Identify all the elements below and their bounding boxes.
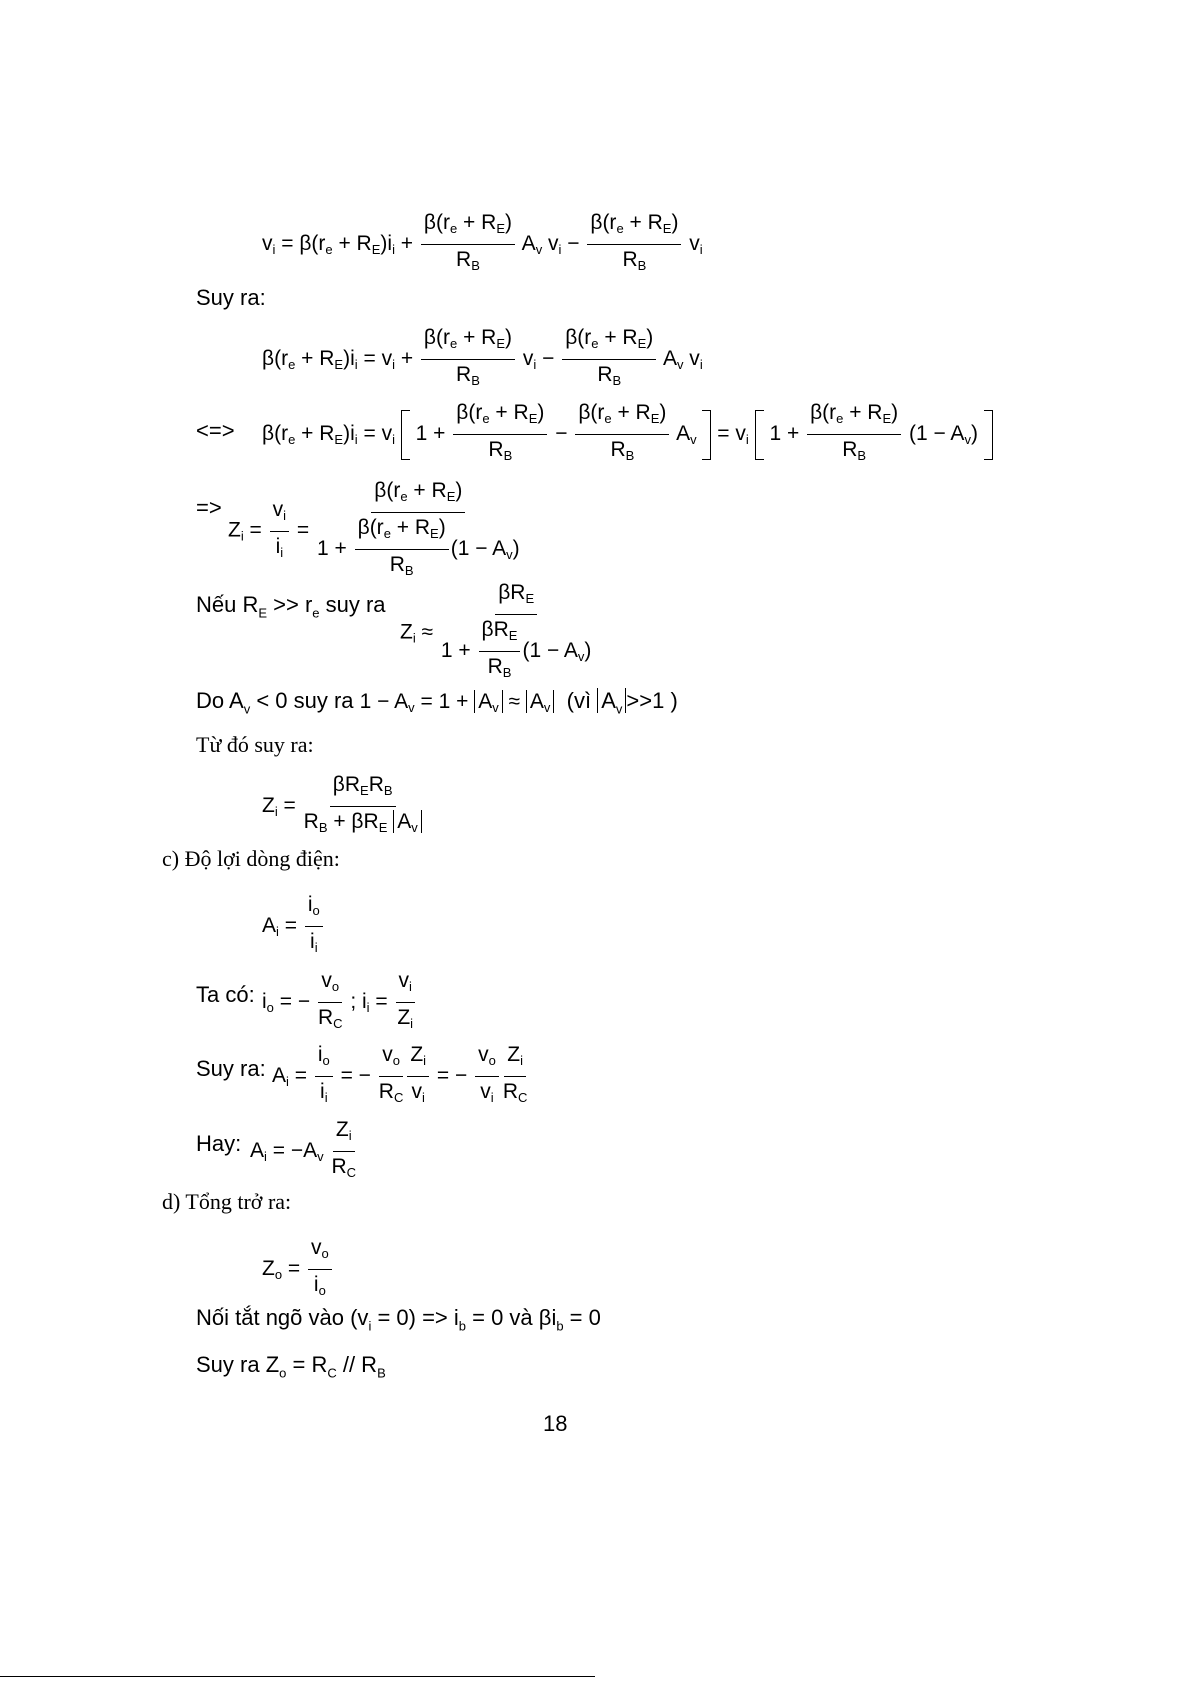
page-number: 18 (543, 1411, 568, 1436)
short-circuit-note: Nối tắt ngõ vào $(v_i = 0) => i_b = 0$ và $\beta i_b = 0$ (196, 1305, 601, 1334)
equation-rearranged: $\beta(r_e + R_E)i_i = v_i$ + $\frac{\beta(r_e + R_E)}{R_B}$ $v_i$ − $\frac{\beta(r_e + R_E)}{R_B}$ $A_v$ $v_i$ (262, 326, 703, 388)
section-c-heading: c) Độ lợi dòng điện: (162, 846, 340, 871)
zo-result: Suy ra $Z_o = R_C // R_B$ (196, 1352, 386, 1381)
suy-ra-label-ai: Suy ra: (196, 1056, 266, 1081)
hay-label: Hay: (196, 1131, 242, 1156)
tu-do-label: Từ đó suy ra: (196, 732, 314, 757)
equation-zi-final: $Z_i$ = $\frac{\beta R_ER_B}{R_B + \beta R_E A_v}$ (262, 772, 424, 841)
implies-symbol: => (196, 495, 222, 520)
equation-zi-full: $Z_i$ = $\frac{v_i}{i_i}$ = $\beta(r_e + R_E)$ 1 + $\frac{\beta(r_e + R_E)}{R_B}$ $(1 - A_v)$ (228, 479, 520, 578)
equation-zo-def: $Z_o$ = $\frac{v_o}{i_o}$ (262, 1235, 334, 1304)
equation-vi-expansion: $v_i = \beta(r_e + R_E)i_i$ + $\frac{\beta(r_e + R_E)}{R_B}$ $A_v$ $v_i$ − $\frac{\beta(r_e + R_E)}{R_B}$ $v_i$ (262, 211, 703, 273)
equation-ai-derivation: $A_i$ = $\frac{i_o}{i_i}$ = − $\frac{v_o}{R_C}$ $\frac{Z_i}{v_i}$ = − $\frac{v_o}{v_i}$ $\frac{Z_i}{R_C}$ (272, 1043, 528, 1105)
footer-rule (0, 1676, 595, 1677)
equation-ai-final: $A_i = -A_v$ $\frac{Z_i}{R_C}$ (250, 1118, 357, 1180)
iff-symbol: <=> (196, 418, 235, 443)
equation-factored: $\beta(r_e + R_E)i_i = v_i$ 1 + $\frac{\beta(r_e + R_E)}{R_B}$ − $\frac{\beta(r_e + R_E)}{R_B}$ $A_v = v_i$ 1 + $\frac{\beta(r_e + R_E)}{R_B}$ $(1 - A_v)$ (262, 400, 993, 469)
av-negative-note: Do $A_v < 0$ suy ra $1 - A_v = 1 + A_v \approx A_v$ (vì $A_v >>1$ ) (196, 688, 678, 717)
equation-zi-approx: $Z_i$ ≈ $\beta R_E$ 1 + $\frac{\beta R_E}{R_B}$ $(1 - A_v)$ (400, 581, 592, 680)
section-d-heading: d) Tổng trở ra: (162, 1189, 292, 1214)
suy-ra-label-1: Suy ra: (196, 285, 266, 310)
equation-io-ii: $i_o$ = − $\frac{v_o}{R_C}$ ; $i_i$ = $\frac{v_i}{Z_i}$ (262, 969, 414, 1031)
approximation-condition: Nếu $R_E >> r_e$ suy ra (196, 592, 386, 621)
equation-ai-def: $A_i$ = $\frac{i_o}{i_i}$ (262, 892, 325, 961)
ta-co-label: Ta có: (196, 982, 255, 1007)
